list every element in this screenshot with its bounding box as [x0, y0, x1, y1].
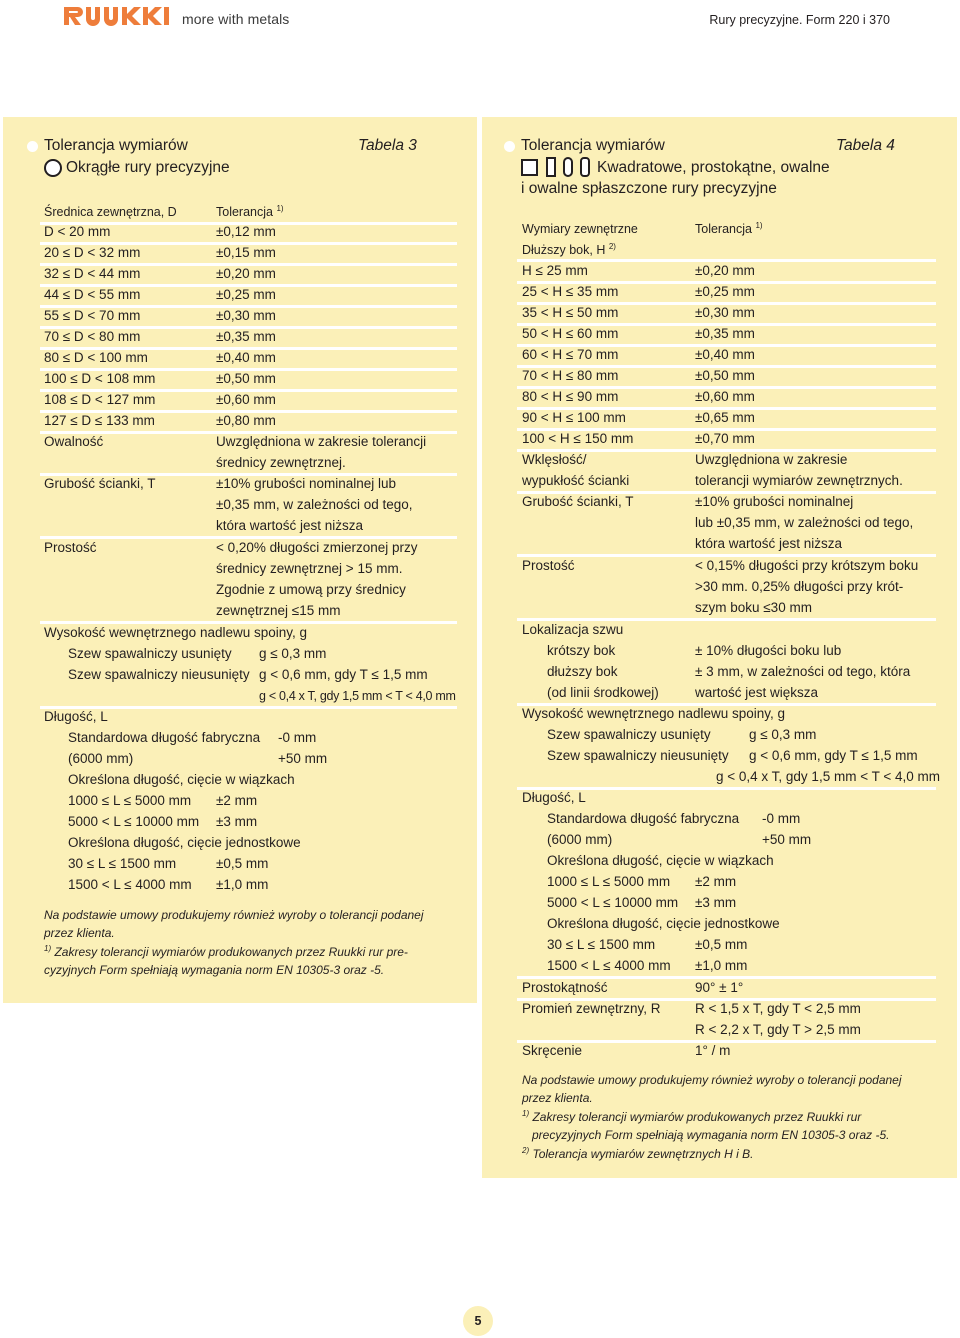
straightness-value-3: szym boku ≤30 mm — [695, 600, 812, 615]
bead-not-removed-value: g < 0,6 mm, gdy T ≤ 1,5 mm — [749, 748, 918, 763]
bundle-tol-2: ±3 mm — [216, 814, 258, 829]
ovality-label: Owalność — [44, 434, 104, 449]
tolerance-cell: ±0,60 mm — [216, 392, 276, 407]
diameter-cell: 108 ≤ D < 127 mm — [44, 392, 156, 407]
straightness-value: < 0,15% długości przy krótszym boku — [695, 558, 919, 573]
straightness-value: < 0,20% długości zmierzonej przy — [216, 540, 418, 555]
seam-longer-value: ± 3 mm, w zależności od tego, która — [695, 664, 911, 679]
diameter-cell: 20 ≤ D < 32 mm — [44, 245, 141, 260]
col-header-tolerance: Tolerancja $^{1)}$ — [216, 203, 284, 219]
table-4-label: Tabela 4 — [836, 137, 895, 154]
straightness-value-2: średnicy zewnętrznej > 15 mm. — [216, 561, 403, 576]
wall-thickness-value: ±10% grubości nominalnej — [695, 494, 854, 509]
straightness-value-3: Zgodnie z umową przy średnicy — [216, 582, 406, 597]
tolerance-cell: ±0,50 mm — [216, 371, 276, 386]
diameter-cell: 80 ≤ D < 100 mm — [44, 350, 148, 365]
diameter-cell: D < 20 mm — [44, 224, 111, 239]
bundle-range-1: 1000 ≤ L ≤ 5000 mm — [68, 793, 192, 808]
diameter-cell: 100 ≤ D < 108 mm — [44, 371, 156, 386]
single-cut-label: Określona długość, cięcie jednostkowe — [68, 835, 301, 850]
single-range-1: 30 ≤ L ≤ 1500 mm — [547, 937, 656, 952]
side-cell: H ≤ 25 mm — [522, 263, 588, 278]
std-length-minus: -0 mm — [762, 811, 801, 826]
side-cell: 25 < H ≤ 35 mm — [522, 284, 619, 299]
straightness-label: Prostość — [522, 558, 575, 573]
wall-thickness-label: Grubość ścianki, T — [522, 494, 634, 509]
bundle-range-2: 5000 < L ≤ 10000 mm — [547, 895, 679, 910]
bundle-tol-2: ±3 mm — [695, 895, 737, 910]
bullet-dot — [504, 141, 515, 152]
col-header-diameter: Średnica zewnętrzna, D — [44, 205, 177, 219]
seam-centerline: (od linii środkowej) — [547, 685, 659, 700]
std-length-plus: +50 mm — [762, 832, 812, 847]
std-length-label: Standardowa długość fabryczna — [547, 811, 740, 826]
seam-shorter-side: krótszy bok — [547, 643, 616, 658]
diameter-cell: 32 ≤ D < 44 mm — [44, 266, 141, 281]
seam-longer-side: dłuższy bok — [547, 664, 618, 679]
col-header-tolerance: Tolerancja $^{1)}$ — [695, 220, 763, 236]
wall-thickness-value-2: ±0,35 mm, w zależności od tego, — [216, 497, 413, 512]
outer-radius-value-2: R < 2,2 x T, gdy T > 2,5 mm — [695, 1022, 861, 1037]
tolerance-cell: ±0,15 mm — [216, 245, 276, 260]
bundle-cut-label: Określona długość, cięcie w wiązkach — [547, 853, 774, 868]
std-length-minus: -0 mm — [278, 730, 317, 745]
footnote-1-cont: cyzyjnych Form spełniają wymagania norm EN 10305-3 oraz -5. — [44, 963, 385, 977]
concavity-label: Wklęsłość/ — [522, 452, 587, 467]
ovality-value: Uwzględniona w zakresie tolerancji — [216, 434, 427, 449]
footnote-1-cont: precyzyjnych Form spełniają wymagania norm EN 10305-3 oraz -5. — [532, 1128, 890, 1142]
single-range-2: 1500 < L ≤ 4000 mm — [547, 958, 671, 973]
single-range-2: 1500 < L ≤ 4000 mm — [68, 877, 192, 892]
length-label: Długość, L — [522, 790, 586, 805]
footnote-1: $^{1)}$ Zakresy tolerancji wymiarów produkowanych przez Ruukki rur pre- — [44, 944, 408, 959]
tolerance-cell: ±0,35 mm — [216, 329, 276, 344]
bundle-range-1: 1000 ≤ L ≤ 5000 mm — [547, 874, 671, 889]
divider — [40, 536, 457, 539]
seam-shorter-value: ± 10% długości boku lub — [695, 643, 842, 658]
seam-location-label: Lokalizacja szwu — [522, 622, 624, 637]
bead-not-removed-label: Szew spawalniczy nieusunięty — [68, 667, 250, 682]
std-length-plus: +50 mm — [278, 751, 328, 766]
std-length-value: (6000 mm) — [547, 832, 613, 847]
bead-not-removed-value-2: g < 0,4 x T, gdy 1,5 mm < T < 4,0 mm — [259, 689, 456, 703]
side-cell: 90 < H ≤ 100 mm — [522, 410, 626, 425]
bead-height-label: Wysokość wewnętrznego nadlewu spoiny, g — [44, 625, 308, 640]
tolerance-cell: ±0,65 mm — [695, 410, 755, 425]
bead-not-removed-value: g < 0,6 mm, gdy T ≤ 1,5 mm — [259, 667, 428, 682]
twist-label: Skręcenie — [522, 1043, 583, 1058]
outer-radius-value: R < 1,5 x T, gdy T < 2,5 mm — [695, 1001, 861, 1016]
single-tol-1: ±0,5 mm — [695, 937, 748, 952]
tolerance-cell: ±0,50 mm — [695, 368, 755, 383]
std-length-label: Standardowa długość fabryczna — [68, 730, 261, 745]
brand-tagline: more with metals — [182, 11, 290, 27]
running-title: Rury precyzyjne. Form 220 i 370 — [709, 13, 890, 27]
bead-removed-value: g ≤ 0,3 mm — [259, 646, 327, 661]
squareness-value: 90° ± 1° — [695, 980, 744, 995]
divider — [517, 554, 936, 557]
oval-tube-icon — [563, 157, 573, 177]
table-3-subtitle: Okrągłe rury precyzyjne — [66, 159, 230, 176]
wall-thickness-value-3: która wartość jest niższa — [695, 536, 843, 551]
square-tube-icon — [521, 159, 538, 176]
tolerance-cell: ±0,25 mm — [695, 284, 755, 299]
note-line-2: przez klienta. — [44, 926, 115, 940]
divider — [517, 618, 936, 621]
single-tol-1: ±0,5 mm — [216, 856, 269, 871]
diameter-cell: 44 ≤ D < 55 mm — [44, 287, 141, 302]
tolerance-cell: ±0,70 mm — [695, 431, 755, 446]
col-header-dimensions: Wymiary zewnętrzne — [522, 222, 638, 236]
length-label: Długość, L — [44, 709, 108, 724]
bead-removed-value: g ≤ 0,3 mm — [749, 727, 817, 742]
bead-not-removed-value-2: g < 0,4 x T, gdy 1,5 mm < T < 4,0 mm — [716, 769, 940, 784]
std-length-value: (6000 mm) — [68, 751, 134, 766]
tolerance-cell: ±0,20 mm — [695, 263, 755, 278]
bullet-dot — [27, 141, 38, 152]
diameter-cell: 127 ≤ D ≤ 133 mm — [44, 413, 155, 428]
wall-thickness-value: ±10% grubości nominalnej lub — [216, 476, 397, 491]
divider — [517, 976, 936, 979]
side-cell: 60 < H ≤ 70 mm — [522, 347, 619, 362]
tolerance-cell: ±0,20 mm — [216, 266, 276, 281]
wall-thickness-value-3: która wartość jest niższa — [216, 518, 364, 533]
ruukki-logo — [62, 2, 174, 26]
concavity-value: Uwzględniona w zakresie — [695, 452, 848, 467]
single-cut-label: Określona długość, cięcie jednostkowe — [547, 916, 780, 931]
wall-thickness-label: Grubość ścianki, T — [44, 476, 156, 491]
straightness-value-2: >30 mm. 0,25% długości przy krót- — [695, 579, 904, 594]
single-tol-2: ±1,0 mm — [216, 877, 269, 892]
ovality-value-2: średnicy zewnętrznej. — [216, 455, 346, 470]
bead-height-label: Wysokość wewnętrznego nadlewu spoiny, g — [522, 706, 786, 721]
outer-radius-label: Promień zewnętrzny, R — [522, 1001, 661, 1016]
straightness-value-4: zewnętrznej ≤15 mm — [216, 603, 341, 618]
round-tube-icon — [44, 159, 62, 177]
concavity-label-2: wypukłość ścianki — [522, 473, 630, 488]
seam-centerline-value: wartość jest większa — [695, 685, 819, 700]
squareness-label: Prostokątność — [522, 980, 608, 995]
divider — [517, 259, 936, 262]
bundle-range-2: 5000 < L ≤ 10000 mm — [68, 814, 200, 829]
table-3-title: Tolerancja wymiarów — [44, 137, 188, 154]
note-line-1: Na podstawie umowy produkujemy również wyroby o tolerancji podanej — [522, 1073, 902, 1087]
tolerance-cell: ±0,12 mm — [216, 224, 276, 239]
note-line-1: Na podstawie umowy produkujemy również wyroby o tolerancji podanej — [44, 908, 424, 922]
tolerance-cell: ±0,35 mm — [695, 326, 755, 341]
tolerance-cell: ±0,60 mm — [695, 389, 755, 404]
bundle-tol-1: ±2 mm — [216, 793, 258, 808]
tolerance-cell: ±0,30 mm — [216, 308, 276, 323]
table-4-subtitle-2: i owalne spłaszczone rury precyzyjne — [521, 180, 777, 197]
side-cell: 50 < H ≤ 60 mm — [522, 326, 619, 341]
flat-oval-tube-icon — [580, 157, 590, 177]
tolerance-cell: ±0,80 mm — [216, 413, 276, 428]
footnote-2: $^{2)}$ Tolerancja wymiarów zewnętrznych H i B. — [522, 1146, 754, 1161]
twist-value: 1° / m — [695, 1043, 731, 1058]
sub-header-longer-side: Dłuższy bok, H $^{2)}$ — [522, 241, 616, 257]
note-line-2: przez klienta. — [522, 1091, 593, 1105]
divider — [40, 621, 457, 624]
bundle-cut-label: Określona długość, cięcie w wiązkach — [68, 772, 295, 787]
tolerance-cell: ±0,25 mm — [216, 287, 276, 302]
rectangular-tube-icon — [546, 157, 556, 177]
diameter-cell: 55 ≤ D < 70 mm — [44, 308, 141, 323]
single-tol-2: ±1,0 mm — [695, 958, 748, 973]
bead-removed-label: Szew spawalniczy usunięty — [68, 646, 232, 661]
wall-thickness-value-2: lub ±0,35 mm, w zależności od tego, — [695, 515, 914, 530]
concavity-value-2: tolerancji wymiarów zewnętrznych. — [695, 473, 903, 488]
diameter-cell: 70 ≤ D < 80 mm — [44, 329, 141, 344]
tolerance-cell: ±0,40 mm — [695, 347, 755, 362]
bead-not-removed-label: Szew spawalniczy nieusunięty — [547, 748, 729, 763]
bead-removed-label: Szew spawalniczy usunięty — [547, 727, 711, 742]
table-4-title: Tolerancja wymiarów — [521, 137, 665, 154]
single-range-1: 30 ≤ L ≤ 1500 mm — [68, 856, 177, 871]
straightness-label: Prostość — [44, 540, 97, 555]
table-3-label: Tabela 3 — [358, 137, 417, 154]
bundle-tol-1: ±2 mm — [695, 874, 737, 889]
tolerance-cell: ±0,40 mm — [216, 350, 276, 365]
tolerance-cell: ±0,30 mm — [695, 305, 755, 320]
page-number: 5 — [463, 1306, 493, 1336]
footnote-1: $^{1)}$ Zakresy tolerancji wymiarów produkowanych przez Ruukki rur — [522, 1109, 862, 1124]
table-4-subtitle: Kwadratowe, prostokątne, owalne — [597, 159, 830, 176]
side-cell: 35 < H ≤ 50 mm — [522, 305, 619, 320]
side-cell: 80 < H ≤ 90 mm — [522, 389, 619, 404]
side-cell: 100 < H ≤ 150 mm — [522, 431, 634, 446]
side-cell: 70 < H ≤ 80 mm — [522, 368, 619, 383]
